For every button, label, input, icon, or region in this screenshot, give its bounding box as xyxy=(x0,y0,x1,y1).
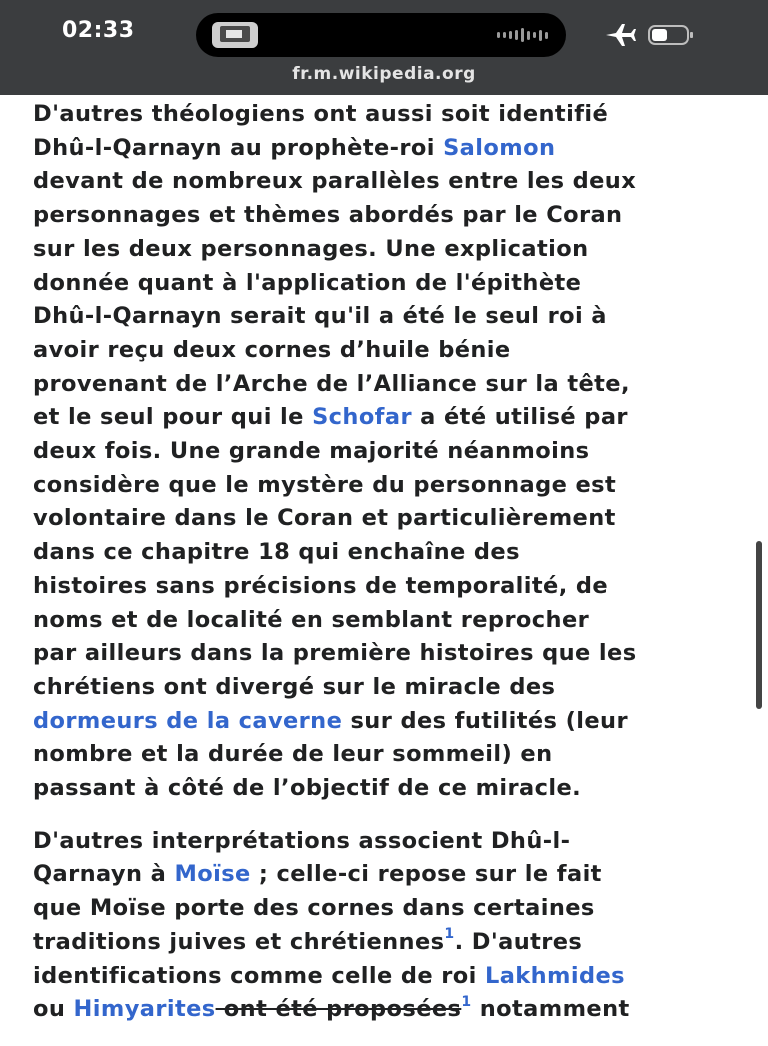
status-time: 02:33 xyxy=(62,18,135,43)
text-segment: que Moïse porte des cornes dans certaines xyxy=(33,895,595,922)
battery-icon xyxy=(648,25,694,45)
text-segment: identifications comme celle de roi xyxy=(33,962,485,989)
text-line xyxy=(33,705,745,739)
text-line xyxy=(33,671,745,705)
text-line xyxy=(33,401,745,435)
text-segment: Dhû-l-Qarnayn au prophète-roi xyxy=(33,134,444,161)
text-segment: D'autres théologiens ont aussi soit identifié xyxy=(33,101,609,127)
reference-link[interactable]: 1 xyxy=(444,926,455,943)
text-line xyxy=(33,738,745,772)
text-segment: personnages et thèmes abordés par le Coran xyxy=(33,202,623,229)
status-bar xyxy=(0,0,768,95)
text-line xyxy=(33,926,745,960)
text-segment: ; celle-ci repose sur le fait xyxy=(250,861,602,888)
text-segment: ou xyxy=(33,996,74,1023)
text-line xyxy=(33,334,745,368)
wiki-link[interactable]: Lakhmides xyxy=(484,962,625,989)
scrollbar[interactable] xyxy=(756,541,762,709)
text-segment: avoir reçu deux cornes d’huile bénie xyxy=(33,336,511,363)
text-line xyxy=(33,165,745,199)
text-line xyxy=(33,98,745,132)
article-paragraph xyxy=(33,825,745,1027)
text-segment: D'autres interprétations associent Dhû-l- xyxy=(33,827,571,854)
text-segment: ont été proposées xyxy=(215,996,462,1023)
text-segment: par ailleurs dans la première histoires que les xyxy=(33,640,637,667)
text-line xyxy=(33,960,745,994)
text-line xyxy=(33,536,745,570)
text-line xyxy=(33,435,745,469)
text-segment: nombre et la durée de leur sommeil) en xyxy=(33,741,553,768)
text-segment: dans ce chapitre 18 qui enchaîne des xyxy=(33,539,520,566)
text-segment: a été utilisé par xyxy=(411,404,628,431)
text-line xyxy=(33,132,745,166)
text-line xyxy=(33,993,745,1027)
media-thumbnail-icon[interactable] xyxy=(212,22,258,48)
airplane-mode-icon xyxy=(604,22,636,48)
article-paragraph xyxy=(33,98,745,806)
wiki-link[interactable]: dormeurs de la caverne xyxy=(33,707,343,734)
text-segment: histoires sans précisions de temporalité, de xyxy=(33,572,609,599)
wiki-link[interactable]: Himyarites xyxy=(73,996,216,1023)
wiki-link[interactable]: Salomon xyxy=(443,134,556,161)
text-segment: sur les deux personnages. Une explication xyxy=(33,235,589,262)
text-segment: deux fois. Une grande majorité néanmoins xyxy=(33,438,590,465)
text-segment: considère que le mystère du personnage est xyxy=(33,471,617,498)
text-line xyxy=(33,892,745,926)
address-bar-url[interactable]: fr.m.wikipedia.org xyxy=(292,64,476,84)
text-line xyxy=(33,267,745,301)
article-content xyxy=(33,98,745,1046)
text-segment: devant de nombreux parallèles entre les deux xyxy=(33,168,637,195)
text-segment: Qarnayn à xyxy=(33,861,175,888)
text-segment: traditions juives et chrétiennes xyxy=(33,928,445,955)
text-segment: Dhû-l-Qarnayn serait qu'il a été le seul roi à xyxy=(33,303,607,330)
text-segment: provenant de l’Arche de l’Alliance sur la tête, xyxy=(33,370,630,397)
text-segment: . D'autres xyxy=(454,928,583,955)
text-line xyxy=(33,570,745,604)
text-line xyxy=(33,469,745,503)
text-segment: donnée quant à l'application de l'épithète xyxy=(33,269,582,296)
text-segment: sur des futilités (leur xyxy=(342,707,628,734)
text-line xyxy=(33,300,745,334)
text-line xyxy=(33,233,745,267)
text-segment: et le seul pour qui le xyxy=(33,404,313,431)
text-line xyxy=(33,825,745,859)
text-line xyxy=(33,502,745,536)
text-segment: passant à côté de l’objectif de ce miracle. xyxy=(33,775,582,802)
dynamic-island[interactable] xyxy=(196,13,566,57)
text-segment: chrétiens ont divergé sur le miracle des xyxy=(33,673,556,700)
text-line xyxy=(33,604,745,638)
text-line xyxy=(33,772,745,806)
text-segment: noms et de localité en semblant reprocher xyxy=(33,606,590,633)
wiki-link[interactable]: Moïse xyxy=(174,861,251,888)
text-line xyxy=(33,368,745,402)
text-line xyxy=(33,199,745,233)
text-line xyxy=(33,637,745,671)
reference-link[interactable]: 1 xyxy=(461,993,472,1010)
audio-waveform-icon xyxy=(497,24,548,46)
text-segment: notamment xyxy=(471,996,630,1023)
text-line xyxy=(33,858,745,892)
text-segment: volontaire dans le Coran et particulièrement xyxy=(33,505,616,532)
wiki-link[interactable]: Schofar xyxy=(312,404,412,431)
